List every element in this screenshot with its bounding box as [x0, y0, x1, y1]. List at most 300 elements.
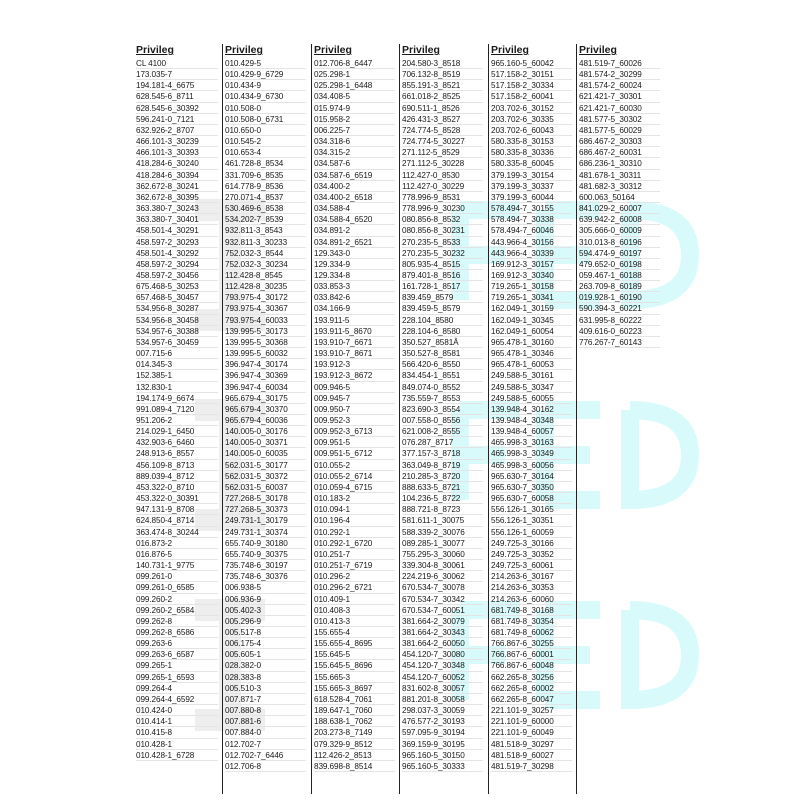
list-item: 481.574-2_60024: [579, 80, 660, 91]
list-item: 203.273-8_7149: [314, 727, 395, 738]
list-item: 534.957-6_30388: [136, 326, 218, 337]
list-item: 305.666-0_60009: [579, 225, 660, 236]
list-item: 112.427-0_8530: [402, 170, 483, 181]
list-item: 580.335-8_30336: [491, 147, 572, 158]
list-item: 681.749-8_30354: [491, 616, 572, 627]
list-item: 363.049-8_8719: [402, 460, 483, 471]
list-item: 597.095-9_30194: [402, 727, 483, 738]
list-item: 162.049-1_30159: [491, 303, 572, 314]
list-item: 578.494-7_30338: [491, 214, 572, 225]
list-item: 465.998-3_30163: [491, 437, 572, 448]
list-item: 009.952-3: [314, 415, 395, 426]
list-item: 530.469-6_8538: [225, 203, 306, 214]
list-item: 454.120-7_60052: [402, 672, 483, 683]
list-item: 228.104-6_8580: [402, 326, 483, 337]
list-item: 010.434-9: [225, 80, 306, 91]
list-item: 534.202-7_8539: [225, 214, 306, 225]
list-item: 016.876-5: [136, 549, 218, 560]
list-item: 012.702-7_6446: [225, 750, 306, 761]
list-item: 517.158-2_30151: [491, 69, 572, 80]
list-item: 005.510-3: [225, 683, 306, 694]
list-item: 010.415-8: [136, 727, 218, 738]
list-item: 614.778-9_8536: [225, 181, 306, 192]
list-item: 379.199-3_60044: [491, 192, 572, 203]
list-item: 112.428-8_8545: [225, 270, 306, 281]
list-item: CL 4100: [136, 58, 218, 69]
list-item: 104.236-5_8722: [402, 493, 483, 504]
list-item: 228.104_8580: [402, 315, 483, 326]
list-item: 735.748-6_30376: [225, 571, 306, 582]
list-item: 155.655-4: [314, 627, 395, 638]
column-header: Privileg: [491, 44, 529, 56]
list-item: 965.630-7_30350: [491, 482, 572, 493]
list-item: 010.413-3: [314, 616, 395, 627]
list-item: 019.928-1_60190: [579, 292, 660, 303]
list-item: 719.265-1_30158: [491, 281, 572, 292]
list-item: 152.385-1: [136, 370, 218, 381]
list-item: 099.260-2: [136, 594, 218, 605]
list-item: 012.706-8: [225, 761, 306, 772]
list-item: 140.005-0_60035: [225, 448, 306, 459]
list-item: 263.709-8_60189: [579, 281, 660, 292]
list-item: 662.265-8_60002: [491, 683, 572, 694]
list-item: 221.101-9_60049: [491, 727, 572, 738]
list-item: 009.951-5_6712: [314, 448, 395, 459]
list-item: 363.474-8_30244: [136, 527, 218, 538]
list-item: 639.942-2_60008: [579, 214, 660, 225]
list-item: 139.948-4_60057: [491, 426, 572, 437]
list-item: 007.871-7: [225, 694, 306, 705]
list-item: 214.263-6_60060: [491, 594, 572, 605]
list-item: 466.101-3_30239: [136, 136, 218, 147]
list-item: 009.946-5: [314, 382, 395, 393]
list-item: 099.263-6_6587: [136, 649, 218, 660]
list-item: 010.508-0_6731: [225, 114, 306, 125]
list-item: 724.774-5_8528: [402, 125, 483, 136]
list-item: 339.304-8_30061: [402, 560, 483, 571]
list-item: 033.853-3: [314, 281, 395, 292]
list-item: 298.037-3_30059: [402, 705, 483, 716]
list-item: 099.262-8: [136, 616, 218, 627]
list-item: 476.577-2_30193: [402, 716, 483, 727]
list-item: 059.467-1_60188: [579, 270, 660, 281]
list-item: 479.652-0_60198: [579, 259, 660, 270]
list-item: 534.956-8_30287: [136, 303, 218, 314]
list-item: 443.966-4_30156: [491, 237, 572, 248]
list-item: 155.645-5: [314, 649, 395, 660]
list-item: 670.534-7_30078: [402, 582, 483, 593]
list-item: 947.131-9_8708: [136, 504, 218, 515]
list-item: 034.891-2: [314, 225, 395, 236]
list-item: 517.158-2_30334: [491, 80, 572, 91]
list-item: 005.605-1: [225, 649, 306, 660]
list-item: 173.035-7: [136, 69, 218, 80]
list-item: 481.577-5_30302: [579, 114, 660, 125]
list-item: 129.343-0: [314, 248, 395, 259]
list-item: 443.966-4_30339: [491, 248, 572, 259]
list-item: 778.996-9_30230: [402, 203, 483, 214]
list-item: 965.160-5_30333: [402, 761, 483, 772]
list-item: 139.995-5_30173: [225, 326, 306, 337]
list-item: 099.264-4: [136, 683, 218, 694]
list-item: 012.702-7: [225, 739, 306, 750]
list-item: 203.702-6_30152: [491, 103, 572, 114]
list-item: 203.702-6_60043: [491, 125, 572, 136]
list-item: 249.725-3_30352: [491, 549, 572, 560]
list-item: 596.241-0_7121: [136, 114, 218, 125]
list-item: 155.655-4_8695: [314, 638, 395, 649]
list-item: 453.322-0_8710: [136, 482, 218, 493]
list-item: 034.315-2: [314, 147, 395, 158]
list-item: 418.284-6_30394: [136, 170, 218, 181]
list-item: 028.383-8: [225, 672, 306, 683]
list-item: 010.414-1: [136, 716, 218, 727]
list-item: 879.401-8_8516: [402, 270, 483, 281]
list-item: 661.018-2_8525: [402, 91, 483, 102]
list-item: 481.577-5_60029: [579, 125, 660, 136]
list-item: 139.995-5_60032: [225, 348, 306, 359]
list-item: 562.031-5_30177: [225, 460, 306, 471]
list-item: 556.126-1_30351: [491, 515, 572, 526]
list-item: 099.262-8_6586: [136, 627, 218, 638]
list-item: 009.945-7: [314, 393, 395, 404]
list-item: 621.421-7_60030: [579, 103, 660, 114]
list-item: 034.166-9: [314, 303, 395, 314]
list-item: 010.059-4_6715: [314, 482, 395, 493]
list-item: 010.508-0: [225, 103, 306, 114]
list-item: 719.265-1_30341: [491, 292, 572, 303]
list-item: 099.261-0: [136, 571, 218, 582]
list-item: 010.409-1: [314, 594, 395, 605]
list-item: 214.263-6_30353: [491, 582, 572, 593]
list-item: 210.285-3_8720: [402, 471, 483, 482]
list-item: 161.728-1_8517: [402, 281, 483, 292]
list-item: 951.206-2: [136, 415, 218, 426]
list-item: 140.731-1_9775: [136, 560, 218, 571]
list-item: 005.517-8: [225, 627, 306, 638]
list-item: 888.721-8_8723: [402, 504, 483, 515]
list-item: 766.867-6_60048: [491, 660, 572, 671]
list-item: 034.588-4: [314, 203, 395, 214]
column-6: [576, 44, 660, 794]
list-item: 965.630-7_30164: [491, 471, 572, 482]
list-item: 080.856-8_8532: [402, 214, 483, 225]
list-item: 481.682-3_30312: [579, 181, 660, 192]
list-item: 015.974-9: [314, 103, 395, 114]
list-item: 010.296-2: [314, 571, 395, 582]
column-list: [136, 58, 218, 761]
list-item: 099.263-6: [136, 638, 218, 649]
list-item: 458.597-2_30293: [136, 237, 218, 248]
list-item: 466.101-3_30393: [136, 147, 218, 158]
list-item: 010.434-9_6730: [225, 91, 306, 102]
list-item: 331.709-6_8535: [225, 170, 306, 181]
list-item: 888.633-5_8721: [402, 482, 483, 493]
list-item: 271.112-5_30228: [402, 158, 483, 169]
list-item: 965.478-1_30160: [491, 337, 572, 348]
column-1: [134, 44, 218, 794]
list-item: 686.467-2_60031: [579, 147, 660, 158]
list-item: 005.296-9: [225, 616, 306, 627]
list-item: 456.109-8_8713: [136, 460, 218, 471]
list-item: 193.911-5: [314, 315, 395, 326]
list-item: 632.926-2_8707: [136, 125, 218, 136]
list-item: 458.501-4_30292: [136, 248, 218, 259]
list-item: 396.947-4_30369: [225, 370, 306, 381]
list-item: 271.112-5_8529: [402, 147, 483, 158]
list-item: 766.867-6_30255: [491, 638, 572, 649]
list-item: 481.574-2_30299: [579, 69, 660, 80]
list-item: 727.268-5_30373: [225, 504, 306, 515]
list-item: 012.706-8_6447: [314, 58, 395, 69]
list-item: 310.013-8_60196: [579, 237, 660, 248]
list-item: 162.049-1_60054: [491, 326, 572, 337]
list-item: 010.292-1: [314, 527, 395, 538]
list-item: 249.725-3_30166: [491, 538, 572, 549]
list-item: 628.545-6_8711: [136, 91, 218, 102]
list-item: 381.664-2_30343: [402, 627, 483, 638]
list-item: 080.856-8_30231: [402, 225, 483, 236]
list-item: 034.408-5: [314, 91, 395, 102]
column-list: [579, 58, 660, 348]
list-item: 831.602-8_30057: [402, 683, 483, 694]
list-item: 965.478-1_60053: [491, 359, 572, 370]
list-item: 155.665-3: [314, 672, 395, 683]
list-item: 379.199-3_30337: [491, 181, 572, 192]
list-item: 655.740-9_30180: [225, 538, 306, 549]
list-item: 079.329-9_8512: [314, 739, 395, 750]
list-item: 362.672-8_30395: [136, 192, 218, 203]
list-item: 657.468-5_30457: [136, 292, 218, 303]
list-item: 014.345-3: [136, 359, 218, 370]
list-item: 193.912-3_8672: [314, 370, 395, 381]
list-item: 655.740-9_30375: [225, 549, 306, 560]
list-item: 670.534-7_60051: [402, 605, 483, 616]
list-item: 409.616-0_60223: [579, 326, 660, 337]
list-item: 034.400-2_6518: [314, 192, 395, 203]
list-item: 965.679-4_30175: [225, 393, 306, 404]
list-item: 681.749-8_60062: [491, 627, 572, 638]
list-item: 379.199-3_30154: [491, 170, 572, 181]
list-item: 189.647-1_7060: [314, 705, 395, 716]
list-item: 010.424-0: [136, 705, 218, 716]
list-item: 007.558-0_8556: [402, 415, 483, 426]
list-item: 991.089-4_7120: [136, 404, 218, 415]
list-item: 454.120-7_30348: [402, 660, 483, 671]
list-item: 834.454-1_8551: [402, 370, 483, 381]
list-item: 204.580-3_8518: [402, 58, 483, 69]
list-item: 396.947-4_60034: [225, 382, 306, 393]
list-item: 752.032-3_30234: [225, 259, 306, 270]
list-item: 089.285-1_30077: [402, 538, 483, 549]
list-item: 034.587-6_6519: [314, 170, 395, 181]
list-item: 010.650-0: [225, 125, 306, 136]
list-item: 580.335-8_30153: [491, 136, 572, 147]
column-5: [488, 44, 572, 794]
list-item: 010.094-1: [314, 504, 395, 515]
list-item: 194.181-4_6675: [136, 80, 218, 91]
column-list: [402, 58, 483, 772]
list-item: 099.261-0_6585: [136, 582, 218, 593]
list-item: 841.029-2_60007: [579, 203, 660, 214]
column-4: [399, 44, 483, 794]
column-2: [222, 44, 306, 794]
list-item: 600.063_50164: [579, 192, 660, 203]
price-list-columns: [134, 44, 794, 794]
list-item: 139.995-5_30368: [225, 337, 306, 348]
list-item: 965.630-7_60058: [491, 493, 572, 504]
list-item: 881.201-8_30058: [402, 694, 483, 705]
list-item: 588.339-2_30076: [402, 527, 483, 538]
list-item: 006.936-9: [225, 594, 306, 605]
list-item: 675.468-5_30253: [136, 281, 218, 292]
column-list: [225, 58, 306, 772]
list-item: 590.394-3_60221: [579, 303, 660, 314]
list-item: 481.678-1_30311: [579, 170, 660, 181]
list-item: 752.032-3_8544: [225, 248, 306, 259]
column-header: Privileg: [314, 44, 352, 56]
list-item: 099.260-2_6584: [136, 605, 218, 616]
list-item: 010.055-2_6714: [314, 471, 395, 482]
list-item: 249.731-1_30374: [225, 527, 306, 538]
list-item: 839.459_8579: [402, 292, 483, 303]
list-item: 735.748-6_30197: [225, 560, 306, 571]
list-item: 193.910-7_6671: [314, 337, 395, 348]
list-item: 112.428-8_30235: [225, 281, 306, 292]
list-item: 270.235-5_8533: [402, 237, 483, 248]
list-item: 010.428-1: [136, 739, 218, 750]
list-item: 016.873-2: [136, 538, 218, 549]
list-item: 214.029-1_6450: [136, 426, 218, 437]
list-item: 099.264-4_6592: [136, 694, 218, 705]
list-item: 381.664-2_60050: [402, 638, 483, 649]
list-item: 350.527-8_8581: [402, 348, 483, 359]
list-item: 776.267-7_60143: [579, 337, 660, 348]
list-item: 009.950-7: [314, 404, 395, 415]
list-item: 155.645-5_8696: [314, 660, 395, 671]
list-item: 099.265-1: [136, 660, 218, 671]
list-item: 249.588-5_30347: [491, 382, 572, 393]
list-item: 396.947-4_30174: [225, 359, 306, 370]
list-item: 681.749-8_30168: [491, 605, 572, 616]
list-item: 932.811-3_8543: [225, 225, 306, 236]
list-item: 010.196-4: [314, 515, 395, 526]
list-item: 025.298-1: [314, 69, 395, 80]
list-item: 556.126-1_60059: [491, 527, 572, 538]
list-item: 578.494-7_30155: [491, 203, 572, 214]
list-item: 426.431-3_8527: [402, 114, 483, 125]
list-item: 839.459-5_8579: [402, 303, 483, 314]
list-item: 578.494-7_60046: [491, 225, 572, 236]
list-item: 034.587-6: [314, 158, 395, 169]
list-item: 766.867-6_60001: [491, 649, 572, 660]
list-item: 007.884-0: [225, 727, 306, 738]
list-item: 686.236-1_30310: [579, 158, 660, 169]
list-item: 028.382-0: [225, 660, 306, 671]
list-item: 140.005-0_30176: [225, 426, 306, 437]
list-item: 363.380-7_30401: [136, 214, 218, 225]
list-item: 099.265-1_6593: [136, 672, 218, 683]
list-item: 010.251-7_6719: [314, 560, 395, 571]
list-item: 628.545-6_30392: [136, 103, 218, 114]
list-item: 965.160-5_60042: [491, 58, 572, 69]
list-item: 690.511-1_8526: [402, 103, 483, 114]
list-item: 724.774-5_30227: [402, 136, 483, 147]
list-item: 010.183-2: [314, 493, 395, 504]
list-item: 203.702-6_30335: [491, 114, 572, 125]
list-item: 034.400-2: [314, 181, 395, 192]
list-item: 139.948-4_30348: [491, 415, 572, 426]
list-item: 162.049-1_30345: [491, 315, 572, 326]
list-item: 010.429-5: [225, 58, 306, 69]
list-item: 169.912-3_30157: [491, 259, 572, 270]
list-item: 453.322-0_30391: [136, 493, 218, 504]
list-item: 248.913-6_8557: [136, 448, 218, 459]
list-item: 965.679-4_30370: [225, 404, 306, 415]
list-item: 855.191-3_8521: [402, 80, 483, 91]
list-item: 010.251-7: [314, 549, 395, 560]
list-item: 778.996-9_8531: [402, 192, 483, 203]
list-item: 465.998-3_30349: [491, 448, 572, 459]
list-item: 007.715-6: [136, 348, 218, 359]
list-item: 481.518-9_60027: [491, 750, 572, 761]
list-item: 618.528-4_7061: [314, 694, 395, 705]
list-item: 662.265-8_60047: [491, 694, 572, 705]
list-item: 562.031-5_60037: [225, 482, 306, 493]
list-item: 010.545-2: [225, 136, 306, 147]
list-item: 112.426-2_8513: [314, 750, 395, 761]
list-item: 481.519-7_60026: [579, 58, 660, 69]
list-item: 006.175-4: [225, 638, 306, 649]
list-item: 458.501-4_30291: [136, 225, 218, 236]
list-item: 793.975-4_30367: [225, 303, 306, 314]
list-item: 350.527_8581Â: [402, 337, 483, 348]
list-item: 580.335-8_60045: [491, 158, 572, 169]
list-item: 517.158-2_60041: [491, 91, 572, 102]
list-item: 670.534-7_30342: [402, 594, 483, 605]
list-item: 033.842-6: [314, 292, 395, 303]
list-item: 010.408-3: [314, 605, 395, 616]
list-item: 221.101-9_30257: [491, 705, 572, 716]
column-header: Privileg: [225, 44, 263, 56]
list-item: 010.296-2_6721: [314, 582, 395, 593]
list-item: 534.957-6_30459: [136, 337, 218, 348]
list-item: 418.284-6_30240: [136, 158, 218, 169]
list-item: 631.995-8_60222: [579, 315, 660, 326]
list-item: 025.298-1_6448: [314, 80, 395, 91]
column-list: [491, 58, 572, 772]
list-item: 454.120-7_30080: [402, 649, 483, 660]
list-item: 594.474-9_60197: [579, 248, 660, 259]
list-item: 007.880-8: [225, 705, 306, 716]
list-item: 362.672-8_30241: [136, 181, 218, 192]
column-header: Privileg: [136, 44, 174, 56]
list-item: 076.287_8717: [402, 437, 483, 448]
list-item: 432.903-6_6460: [136, 437, 218, 448]
list-item: 193.912-3: [314, 359, 395, 370]
list-item: 377.157-3_8718: [402, 448, 483, 459]
list-item: 556.126-1_30165: [491, 504, 572, 515]
list-item: 727.268-5_30178: [225, 493, 306, 504]
list-item: 562.031-5_30372: [225, 471, 306, 482]
list-item: 465.998-3_60056: [491, 460, 572, 471]
list-item: 249.588-5_30161: [491, 370, 572, 381]
list-item: 932.811-3_30233: [225, 237, 306, 248]
list-item: 132.830-1: [136, 382, 218, 393]
list-item: 010.292-1_6720: [314, 538, 395, 549]
list-item: 034.891-2_6521: [314, 237, 395, 248]
list-item: 624.850-4_8714: [136, 515, 218, 526]
